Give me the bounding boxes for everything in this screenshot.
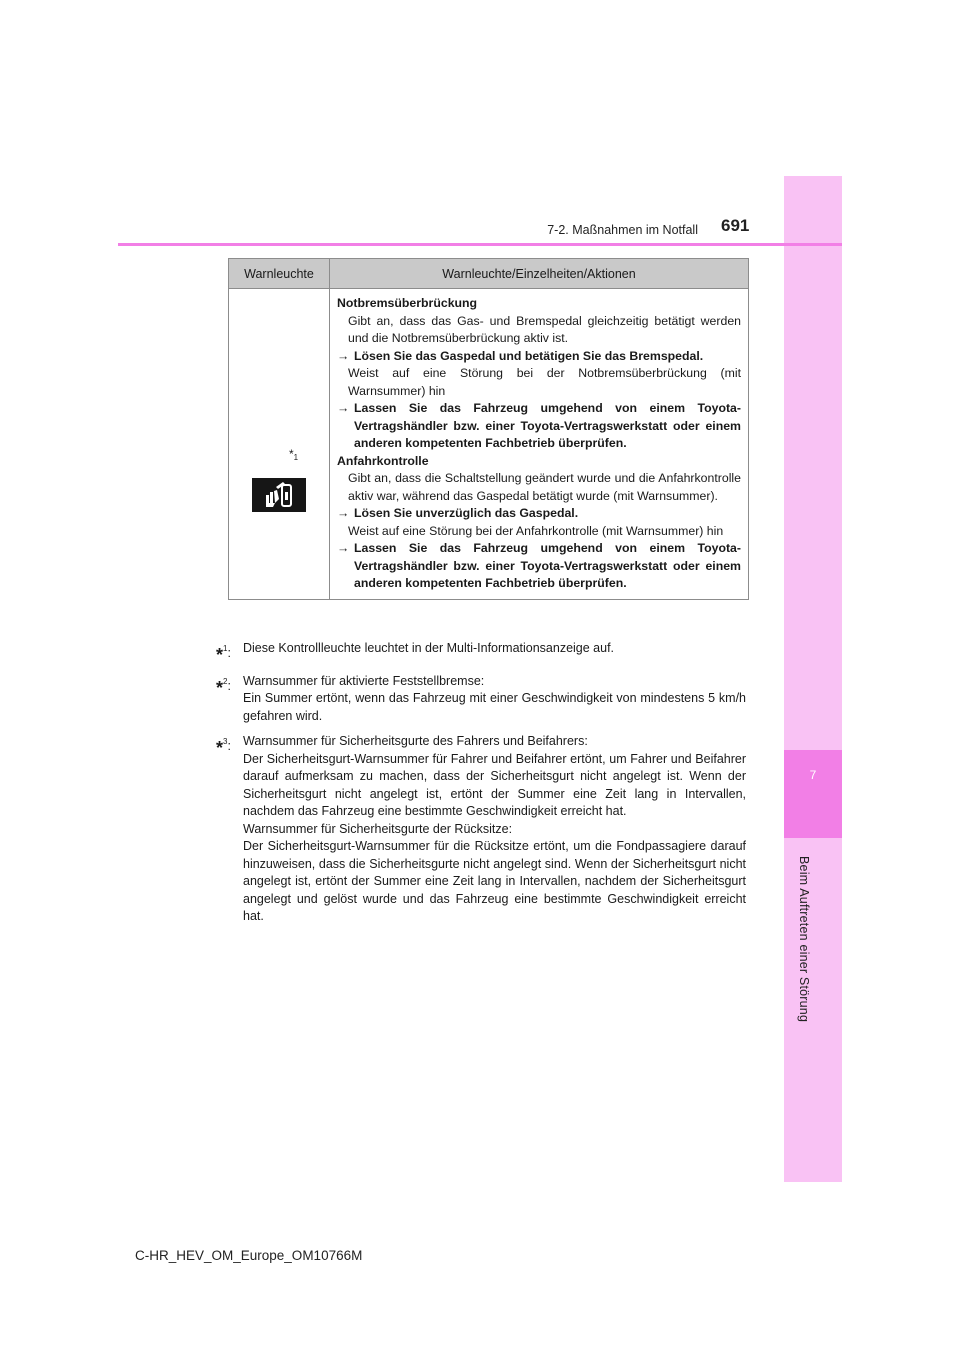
column-header-warning-light: Warnleuchte xyxy=(229,259,330,289)
footnote-text xyxy=(243,673,746,726)
action-row xyxy=(337,505,741,523)
action-text: Lassen Sie das Fahrzeug umgehend von einem Toyota-Vertragshändler bzw. einer Toyota-Vertragswerkstatt oder einem anderen kompetenten Fachbetrieb überprüfen. xyxy=(354,541,741,590)
drive-start-control-text: Gibt an, dass die Schaltstellung geändert wurde und die Anfahrkontrolle aktiv war, während das Gaspedal betätigt wurde (mit Warnsummer). xyxy=(348,471,741,503)
footnote-label xyxy=(216,640,243,665)
footnote-colon: : xyxy=(227,646,231,660)
footnote-number: 1 xyxy=(223,644,228,653)
footnote-number: 2 xyxy=(223,676,228,686)
footnote-text xyxy=(243,640,746,665)
footnote-paragraph: Warnsummer für aktivierte Feststellbremse: xyxy=(243,673,485,688)
action-row xyxy=(337,348,741,366)
footnote-1 xyxy=(216,640,746,665)
footnote-colon: : xyxy=(227,739,231,753)
drive-start-control-title: Anfahrkontrolle xyxy=(337,453,429,468)
arrow-icon: → xyxy=(337,506,350,520)
action-row xyxy=(337,540,741,593)
drive-start-control-malfunction: Weist auf eine Störung bei der Anfahrkontrolle (mit Warnsummer) hin xyxy=(348,523,724,538)
footnote-star: * xyxy=(216,677,224,698)
arrow-icon: → xyxy=(337,401,350,415)
footnote-star: * xyxy=(216,645,224,665)
footnote-star: * xyxy=(216,738,224,758)
emergency-brake-override-malfunction: Weist auf eine Störung bei der Notbremsüberbrückung (mit Warnsummer) hin xyxy=(348,366,741,398)
footnote-paragraph: Diese Kontrollleuchte leuchtet in der Multi-Informationsanzeige auf. xyxy=(243,641,615,655)
footnote-star: * xyxy=(289,447,294,461)
header-rule xyxy=(118,243,842,246)
section-title: 7-2. Maßnahmen im Notfall xyxy=(547,223,698,237)
action-text: Lösen Sie das Gaspedal und betätigen Sie das Bremspedal. xyxy=(354,348,704,363)
footnote-3 xyxy=(216,733,746,926)
footnote-paragraph: Ein Summer ertönt, wenn das Fahrzeug mit einer Geschwindigkeit von mindestens 5 km/h gefahren wird. xyxy=(243,691,746,723)
document-code: C-HR_HEV_OM_Europe_OM10766M xyxy=(135,1248,363,1263)
chapter-side-tab xyxy=(784,176,842,1182)
footnote-number: 3 xyxy=(223,737,228,746)
arrow-icon: → xyxy=(337,348,350,363)
action-text: Lösen Sie unverzüglich das Gaspedal. xyxy=(354,506,579,520)
footnote-paragraph: Der Sicherheitsgurt-Warnsummer für Fahrer und Beifahrer ertönt, um Fahrer und Beifahrer darauf aufmerksam zu machen, dass der Sicherheitsgurt nicht angelegt ist. Wenn der Sicherheitsgurt nicht angelegt ist, ertönt der Summer eine Zeit lang in Intervallen, nachdem das Fahrzeug eine bestimmte Geschwindigkeit erreicht hat. xyxy=(243,751,746,818)
footnote-label xyxy=(216,673,243,726)
footnote-paragraph: Warnsummer für Sicherheitsgurte der Rücksitze: xyxy=(243,821,513,836)
icon-footnote-mark xyxy=(289,447,298,462)
footnote-label xyxy=(216,733,243,926)
footnote-2 xyxy=(216,673,746,726)
action-text: Lassen Sie das Fahrzeug umgehend von einem Toyota-Vertragshändler bzw. einer Toyota-Vertragswerkstatt oder einem anderen kompetenten Fachbetrieb überprüfen. xyxy=(354,401,741,450)
footnote-colon: : xyxy=(227,678,231,693)
column-header-details: Warnleuchte/Einzelheiten/Aktionen xyxy=(330,259,749,289)
arrow-icon: → xyxy=(337,541,350,555)
details-cell xyxy=(330,289,749,600)
emergency-brake-override-title: Notbremsüberbrückung xyxy=(337,296,478,310)
chapter-number-block xyxy=(784,750,842,838)
icon-cell xyxy=(229,289,330,600)
pedal-foot-warning-icon xyxy=(252,478,306,512)
chapter-number: 7 xyxy=(809,768,817,782)
table-header-row xyxy=(229,259,749,289)
footnote-text xyxy=(243,733,746,926)
footnote-paragraph: Der Sicherheitsgurt-Warnsummer für die Rücksitze ertönt, um die Fondpassagiere darauf hinzuweisen, dass die Sicherheitsgurte nicht angelegt sind. Wenn der Sicherheitsgurt nicht angelegt ist, ertönt der Summer eine Zeit lang in Intervallen, nachdem der Sicherheitsgurt angelegt und gelöst wurde und das Fahrzeug eine bestimmte Geschwindigkeit erreicht hat. xyxy=(243,839,746,923)
footnotes xyxy=(216,640,746,934)
warning-light-table xyxy=(228,258,749,600)
page-number: 691 xyxy=(721,216,750,235)
action-row xyxy=(337,400,741,453)
table-row xyxy=(229,289,749,600)
emergency-brake-override-text: Gibt an, dass das Gas- und Bremspedal gleichzeitig betätigt werden und die Notbremsüberbrückung aktiv ist. xyxy=(348,313,741,345)
footnote-number: 1 xyxy=(293,453,299,462)
chapter-title: Beim Auftreten einer Störung xyxy=(797,856,811,1023)
footnote-paragraph: Warnsummer für Sicherheitsgurte des Fahrers und Beifahrers: xyxy=(243,734,588,748)
